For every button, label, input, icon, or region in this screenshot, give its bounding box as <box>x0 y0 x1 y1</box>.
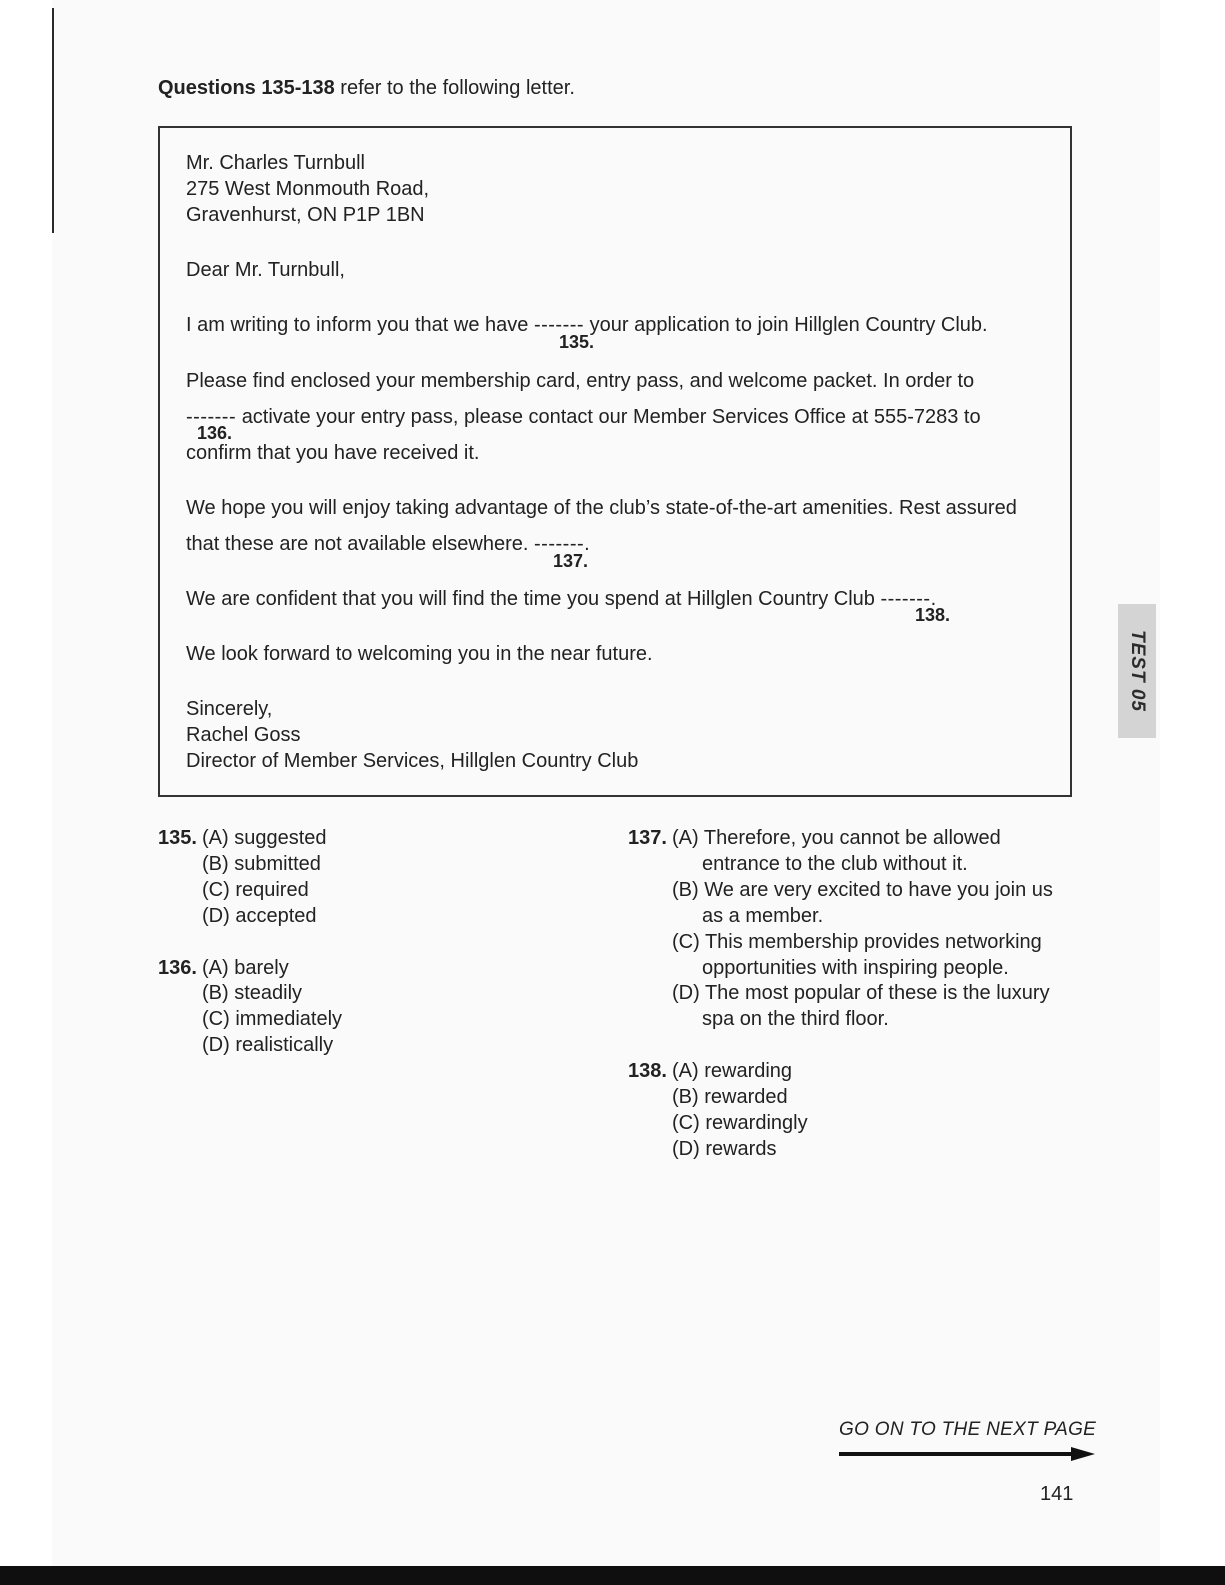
p4-text: We are confident that you will find the time you spend at Hillglen Country Club <box>186 588 875 610</box>
option-137-a-line-1: (A) Therefore, you cannot be allowed <box>672 827 1001 849</box>
option-136-a[interactable]: (A) barely <box>202 957 289 979</box>
address-name: Mr. Charles Turnbull <box>186 152 365 174</box>
p3-text: that these are not available elsewhere. <box>186 533 529 555</box>
paragraph-4 <box>186 587 937 611</box>
option-137-d[interactable] <box>672 980 1050 1032</box>
p2-after: activate your entry pass, please contact our Member Services Office at 555-7283 to <box>241 406 981 428</box>
option-137-c-line-1: (C) This membership provides networking <box>672 931 1042 953</box>
address-city: Gravenhurst, ON P1P 1BN <box>186 204 425 226</box>
question-number-136: 136. <box>158 957 197 979</box>
section-intro <box>158 77 575 100</box>
paragraph-2-line-1: Please find enclosed your membership card, entry pass, and welcome packet. In order to <box>186 370 975 392</box>
signer-title: Director of Member Services, Hillglen Country Club <box>186 750 639 772</box>
option-136-d[interactable]: (D) realistically <box>202 1034 334 1056</box>
option-137-b[interactable] <box>672 877 1053 929</box>
question-number-138: 138. <box>628 1060 667 1082</box>
option-135-b[interactable]: (B) submitted <box>202 853 321 875</box>
blank-label-138: 138. <box>915 605 951 625</box>
signer-name: Rachel Goss <box>186 724 301 746</box>
option-136-c[interactable]: (C) immediately <box>202 1008 343 1030</box>
blank-label-135: 135. <box>559 332 595 352</box>
option-136-b[interactable]: (B) steadily <box>202 982 303 1004</box>
blank-137: -------. <box>534 533 591 555</box>
option-138-b[interactable]: (B) rewarded <box>672 1086 788 1108</box>
question-range: Questions 135-138 <box>158 77 335 99</box>
option-137-d-line-1: (D) The most popular of these is the luxury <box>672 982 1050 1004</box>
paragraph-2-line-2 <box>186 405 981 429</box>
blank-label-137: 137. <box>553 551 589 571</box>
test-section-tab <box>1118 604 1156 738</box>
option-135-a[interactable]: (A) suggested <box>202 827 327 849</box>
salutation: Dear Mr. Turnbull, <box>186 259 345 281</box>
option-137-a-line-2: entrance to the club without it. <box>702 853 968 875</box>
option-137-d-line-2: spa on the third floor. <box>702 1008 889 1030</box>
option-138-c[interactable]: (C) rewardingly <box>672 1112 808 1134</box>
option-135-c[interactable]: (C) required <box>202 879 309 901</box>
blank-label-136: 136. <box>197 423 233 443</box>
paragraph-3-line-2 <box>186 532 590 556</box>
blank-136: ------- <box>186 406 237 428</box>
question-number-137: 137. <box>628 827 667 849</box>
scan-bottom-edge <box>0 1566 1225 1585</box>
address-street: 275 West Monmouth Road, <box>186 178 430 200</box>
option-137-c[interactable] <box>672 929 1042 981</box>
question-number-135: 135. <box>158 827 197 849</box>
intro-text: refer to the following letter. <box>334 77 575 99</box>
p1-before: I am writing to inform you that we have <box>186 314 529 336</box>
paragraph-3-line-1: We hope you will enjoy taking advantage of the club’s state-of-the-art amenities. Rest assured <box>186 497 1017 519</box>
paragraph-2-line-3: confirm that you have received it. <box>186 442 480 464</box>
go-next-page-text: GO ON TO THE NEXT PAGE <box>839 1419 1097 1440</box>
blank-138: -------. <box>880 588 937 610</box>
blank-135: ------- <box>533 314 585 336</box>
closing: Sincerely, <box>186 698 273 720</box>
p1-after: your application to join Hillglen Country Club. <box>589 314 988 336</box>
option-137-c-line-2: opportunities with inspiring people. <box>702 957 1009 979</box>
option-138-a[interactable]: (A) rewarding <box>672 1060 793 1082</box>
option-137-b-line-1: (B) We are very excited to have you join us <box>672 879 1053 901</box>
arrow-right-icon <box>839 1446 1095 1462</box>
option-135-d[interactable]: (D) accepted <box>202 905 317 927</box>
option-138-d[interactable]: (D) rewards <box>672 1138 777 1160</box>
option-137-b-line-2: as a member. <box>702 905 824 927</box>
paragraph-5: We look forward to welcoming you in the near future. <box>186 643 653 665</box>
option-137-a[interactable] <box>672 825 1001 877</box>
page-number: 141 <box>1040 1483 1074 1505</box>
letter-box <box>158 126 1072 797</box>
binding-rule <box>52 8 54 233</box>
test-tab-label: TEST 05 <box>1127 630 1149 712</box>
